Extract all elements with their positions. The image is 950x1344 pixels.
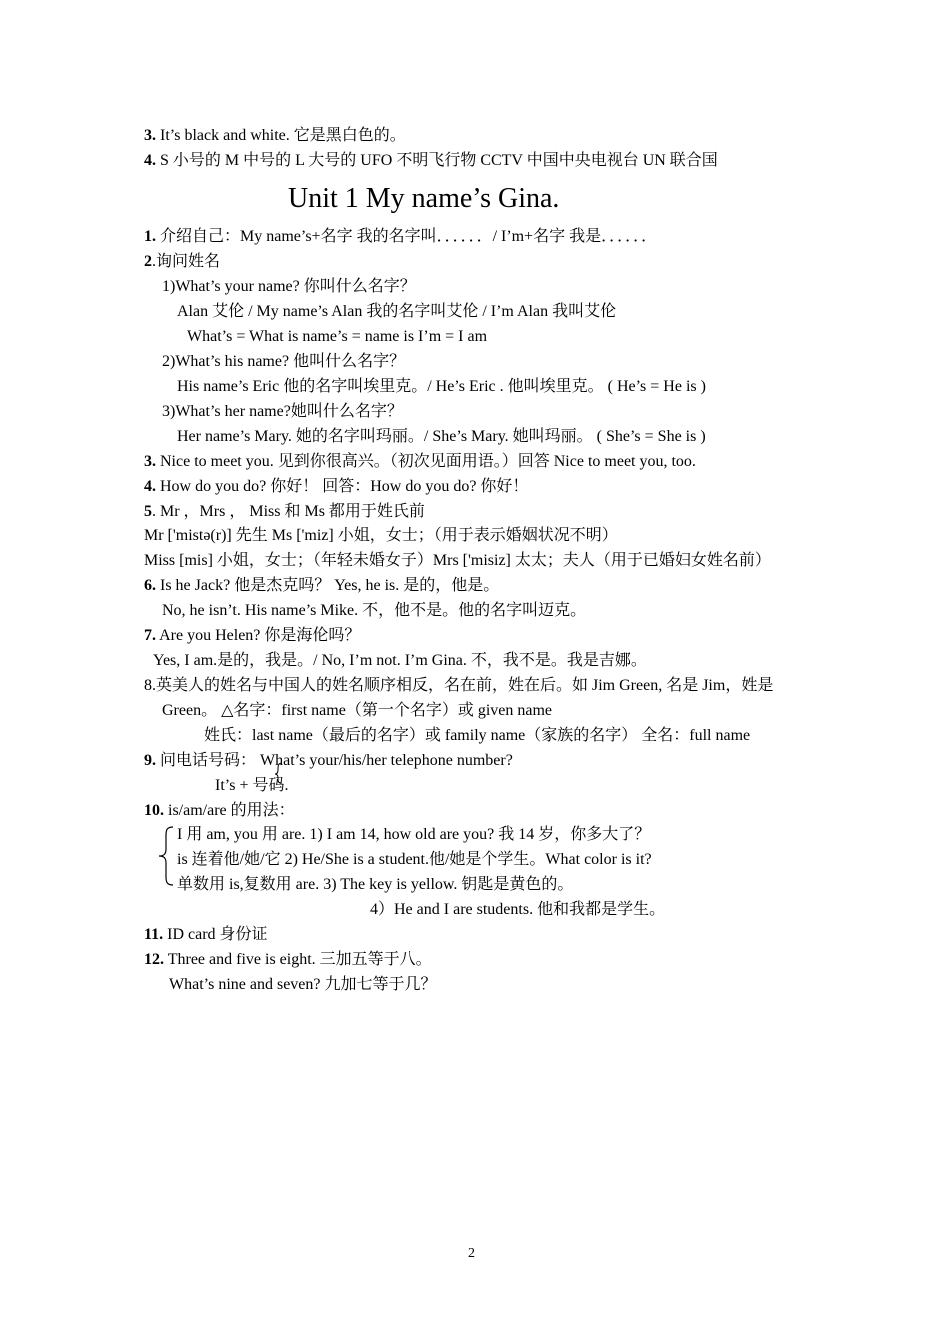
text-line <box>169 975 437 995</box>
line-text: is/am/are 的用法： <box>164 802 295 819</box>
line-text: Miss [mis] 小姐，女士；（年轻未婚女子）Mrs ['misiz] 太太；夫人（用于已婚妇女姓名前） <box>144 552 771 569</box>
text-line <box>204 726 750 746</box>
item-number: 12. <box>144 951 164 968</box>
text-line <box>144 227 657 247</box>
text-line <box>144 950 432 970</box>
item-number: 6. <box>144 577 156 594</box>
text-line <box>177 427 706 447</box>
line-text: Alan 艾伦 / My name’s Alan 我的名字叫艾伦 / I’m Alan 我叫艾伦 <box>177 303 617 320</box>
text-line <box>144 526 618 546</box>
line-text: Yes, I am.是的，我是。/ No, I’m not. I’m Gina. 不，我不是。我是吉娜。 <box>153 652 647 669</box>
item-number: 11. <box>144 926 164 943</box>
text-line <box>144 576 499 596</box>
line-text: Are you Helen? 你是海伦吗？ <box>156 627 361 644</box>
page-number: 2 <box>468 1246 475 1261</box>
line-text: 问电话号码： What’s your/his/her telephone number? <box>156 752 513 769</box>
text-line <box>144 751 513 771</box>
line-text: 单数用 is,复数用 are. 3) The key is yellow. 钥匙是黄色的。 <box>177 876 574 893</box>
item-number: 4. <box>144 152 156 169</box>
line-text: 介绍自己：My name’s+名字 我的名字叫．．．．．．/ I’m+名字 我是．．．．．． <box>156 228 658 245</box>
text-line <box>162 352 405 372</box>
item-number: 3. <box>144 127 156 144</box>
item-number: 5 <box>144 503 152 520</box>
item-number: 1. <box>144 228 156 245</box>
text-line <box>177 875 573 895</box>
line-text: I 用 am, you 用 are. 1) I am 14, how old are you? 我 14 岁，你多大了？ <box>177 826 651 843</box>
text-line <box>162 277 416 297</box>
item-number: 7. <box>144 627 156 644</box>
text-line <box>144 151 718 171</box>
line-text: How do you do? 你好！ 回答：How do you do? 你好！ <box>156 478 529 495</box>
curly-brace-icon <box>157 825 177 887</box>
line-text: Her name’s Mary. 她的名字叫玛丽。/ She’s Mary. 她叫玛丽。 ( She’s = She is ) <box>177 428 706 445</box>
line-text: 4）He and I are students. 他和我都是学生。 <box>370 901 666 918</box>
text-line <box>144 676 773 696</box>
line-text: What’s nine and seven? 九加七等于几？ <box>169 976 437 993</box>
line-text: Green。 △名字：first name（第一个名字）或 given name <box>162 702 553 719</box>
text-line <box>370 900 665 920</box>
line-text: 3)What’s her name?她叫什么名字？ <box>162 403 403 420</box>
line-text: Three and five is eight. 三加五等于八。 <box>164 951 432 968</box>
text-line <box>144 925 268 945</box>
line-text: .询问姓名 <box>152 253 221 270</box>
line-text: It’s black and white. 它是黑白色的。 <box>156 127 406 144</box>
line-text: 2)What’s his name? 他叫什么名字？ <box>162 353 406 370</box>
text-line <box>162 701 552 721</box>
line-text: ID card 身份证 <box>163 926 268 943</box>
text-line <box>162 601 586 621</box>
line-text: His name’s Eric 他的名字叫埃里克。/ He’s Eric . 他叫埃里克。 ( He’s = He is ) <box>177 378 706 395</box>
item-number: 3. <box>144 453 156 470</box>
text-line <box>144 452 696 472</box>
text-line <box>215 776 288 796</box>
text-line <box>177 825 650 845</box>
item-number: 9. <box>144 752 156 769</box>
line-text: 1)What’s your name? 你叫什么名字？ <box>162 278 416 295</box>
text-line <box>144 477 528 497</box>
text-line <box>177 302 616 322</box>
line-text: 姓氏：last name（最后的名字）或 family name（家族的名字） 全名：full name <box>204 727 751 744</box>
text-line <box>177 377 706 397</box>
line-text: Is he Jack? 他是杰克吗？ Yes, he is. 是的，他是。 <box>156 577 500 594</box>
line-text: S 小号的 M 中号的 L 大号的 UFO 不明飞行物 CCTV 中国中央电视台 UN 联合国 <box>156 152 718 169</box>
text-line <box>144 801 295 821</box>
item-number: 10. <box>144 802 164 819</box>
text-line <box>177 850 652 870</box>
line-text: It’s + 号码. <box>215 777 289 794</box>
line-text: What’s = What is name’s = name is I’m = I am <box>187 328 488 345</box>
line-text: is 连着他/她/它 2) He/She is a student.他/她是个学生。What color is it? <box>177 851 652 868</box>
text-line <box>187 327 487 347</box>
text-line <box>144 126 406 146</box>
item-number: 2 <box>144 253 152 270</box>
text-line <box>144 551 771 571</box>
line-text: 8.英美人的姓名与中国人的姓名顺序相反，名在前，姓在后。如 Jim Green, 名是 Jim，姓是 <box>144 677 774 694</box>
line-text: Mr ['mistə(r)] 先生 Ms ['miz] 小姐，女士；（用于表示婚姻状况不明） <box>144 527 618 544</box>
line-text: . Mr ，Mrs ， Miss 和 Ms 都用于姓氏前 <box>152 503 425 520</box>
text-line <box>144 502 425 522</box>
text-line <box>144 626 360 646</box>
text-line <box>153 651 647 671</box>
line-text: Nice to meet you. 见到你很高兴。（初次见面用语。）回答 Nice to meet you, too. <box>156 453 696 470</box>
text-line <box>162 402 403 422</box>
text-line <box>144 252 220 272</box>
page-title: Unit 1 My name’s Gina. <box>288 183 560 214</box>
line-text: No, he isn’t. His name’s Mike. 不，他不是。他的名字叫迈克。 <box>162 602 587 619</box>
item-number: 4. <box>144 478 156 495</box>
